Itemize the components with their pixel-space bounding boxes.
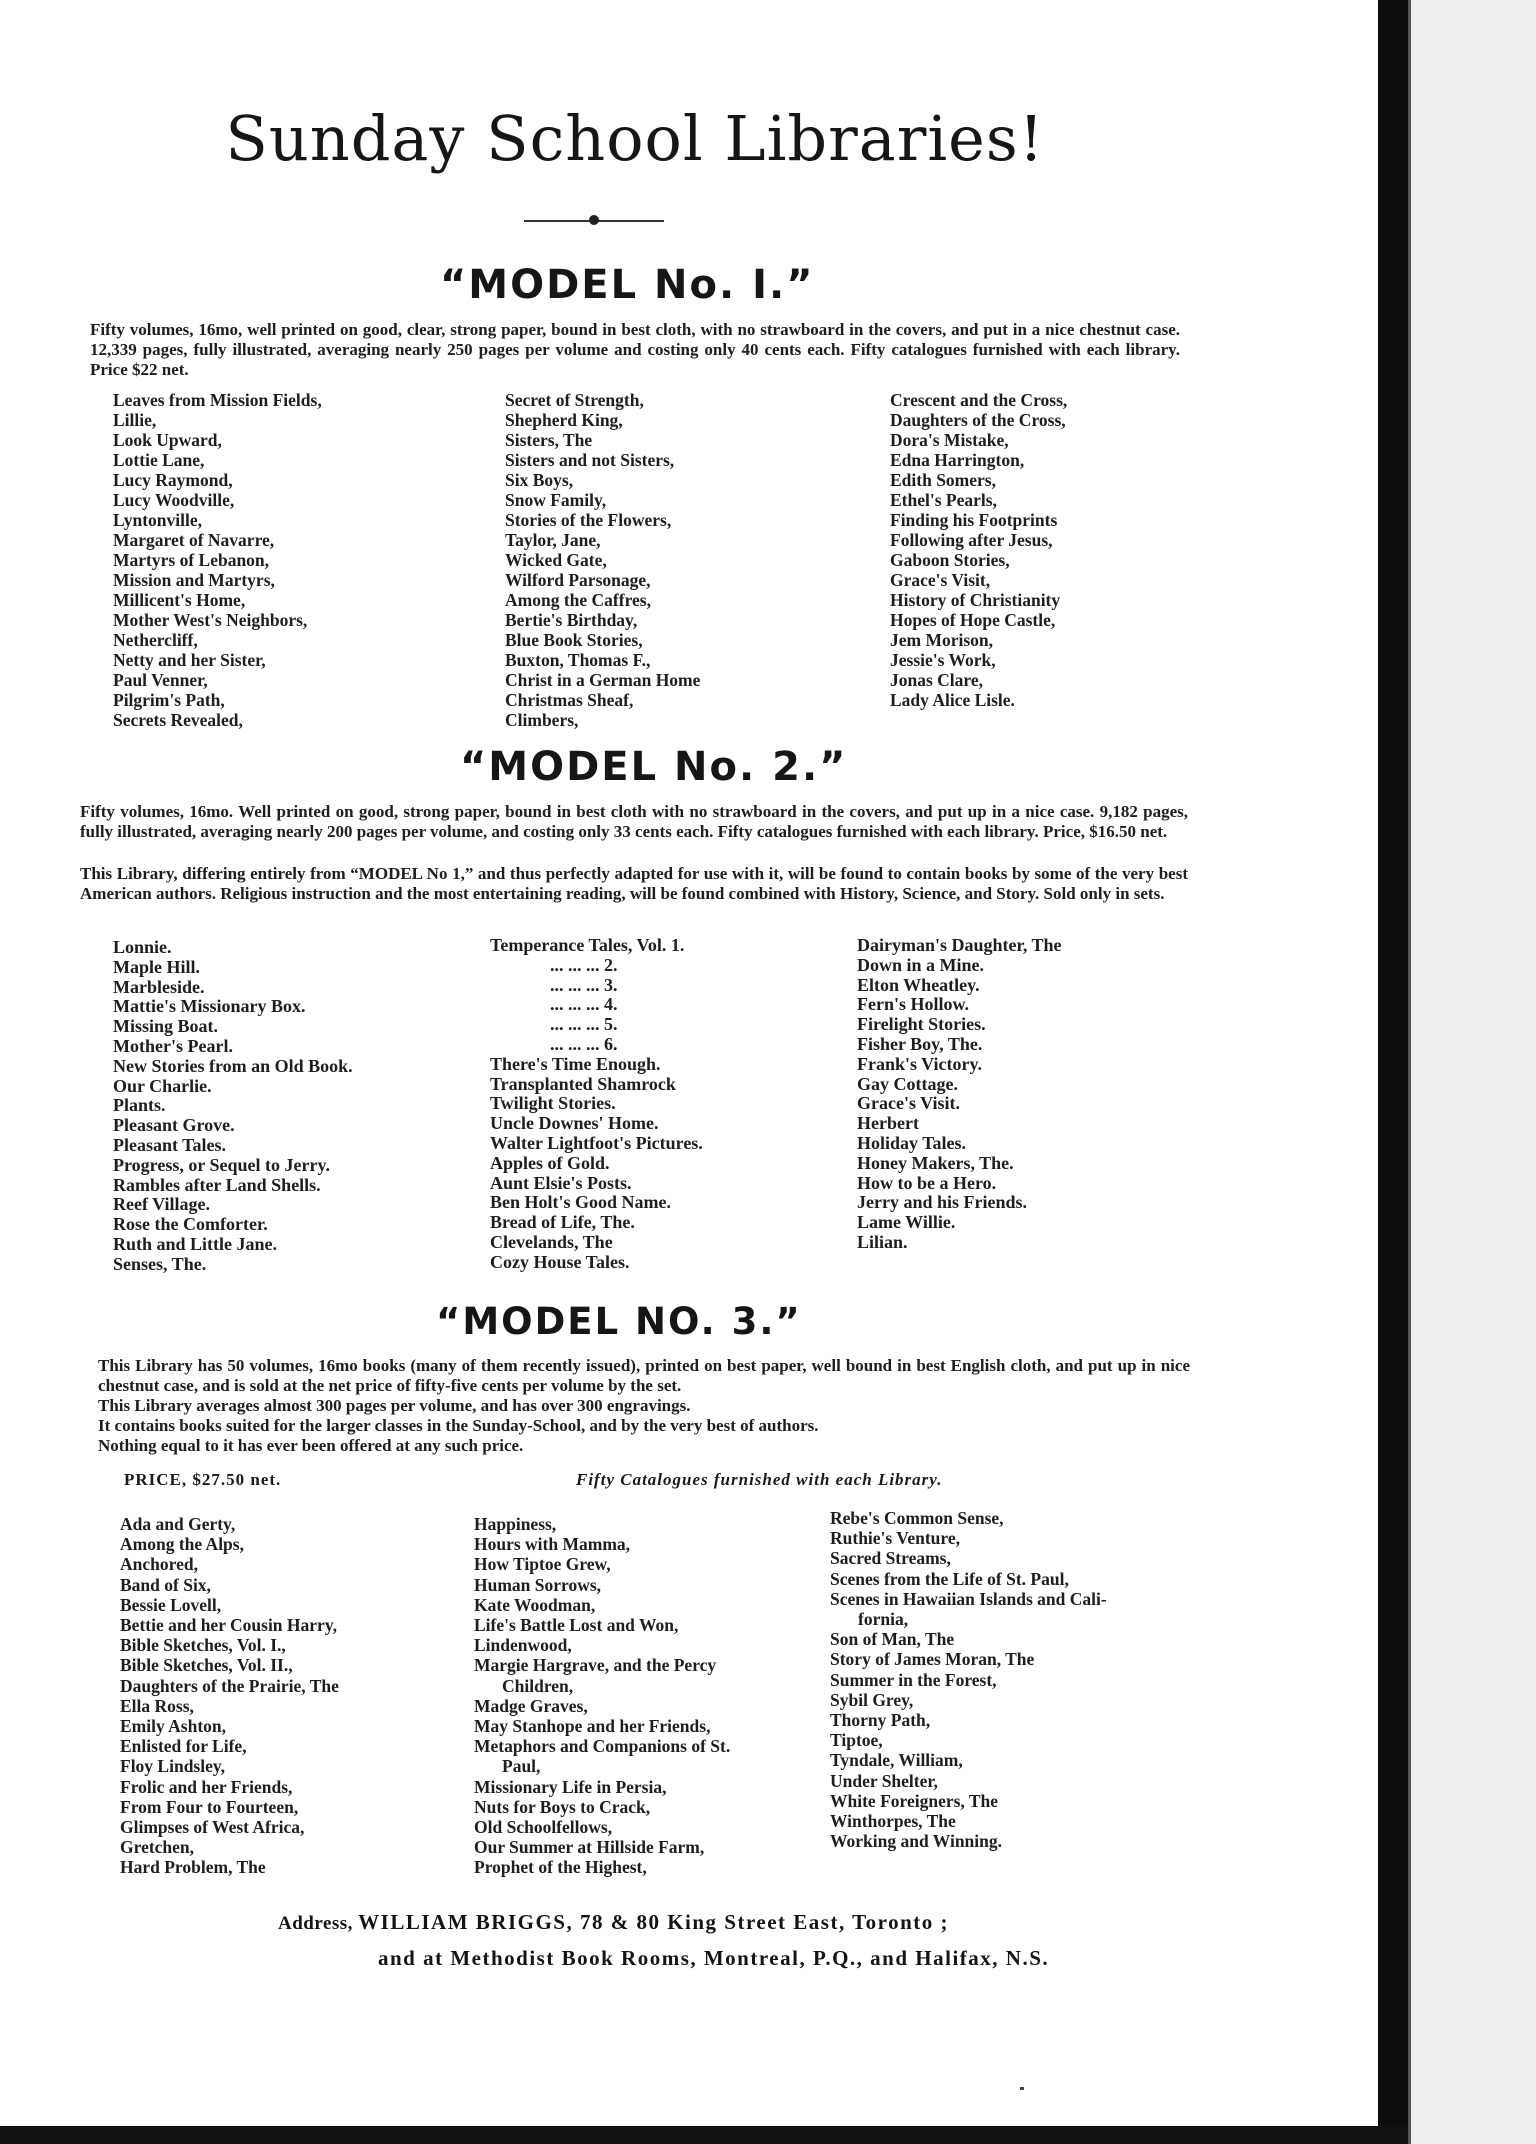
book-title: Taylor, Jane, [505, 530, 601, 550]
book-title: Lyntonville, [113, 510, 202, 530]
model-2-list-col3 [857, 936, 1062, 1253]
book-title: Grace's Visit, [890, 570, 991, 590]
book-title: Wicked Gate, [505, 550, 607, 570]
book-title: Look Upward, [113, 430, 222, 450]
book-title: Following after Jesus, [890, 530, 1053, 550]
book-title: Mother West's Neighbors, [113, 610, 308, 630]
book-title: Crescent and the Cross, [890, 390, 1068, 410]
book-title: Among the Alps, [120, 1534, 244, 1555]
book-title: Prophet of the Highest, [474, 1857, 647, 1878]
book-title: Sybil Grey, [830, 1689, 914, 1710]
book-title: Hard Problem, The [120, 1857, 266, 1878]
book-title: Anchored, [120, 1554, 198, 1575]
book-title: Senses, The. [113, 1253, 207, 1274]
page-title: Sunday School Libraries! [225, 102, 1045, 175]
book-title: Lindenwood, [474, 1635, 572, 1656]
book-title: ... ... ... 6. [550, 1033, 618, 1054]
model-2-description-2: This Library, differing entirely from “MODEL No 1,” and thus perfectly adapted for use with it, will be found to contain books by some of the very best American authors. Religious instruction and the most entertaining reading, will be found combined with History, Science, and Story. Sold only in sets. [80, 864, 1188, 903]
book-title: Dairyman's Daughter, The [857, 935, 1062, 955]
book-title: Lucy Woodville, [113, 490, 235, 510]
book-title: Ethel's Pearls, [890, 490, 997, 510]
book-title: Life's Battle Lost and Won, [474, 1615, 679, 1636]
model-3-list-col2 [474, 1514, 730, 1878]
book-title: Hours with Mamma, [474, 1534, 631, 1555]
page-edge-bottom [0, 2126, 1408, 2144]
book-title: Aunt Elsie's Posts. [490, 1172, 632, 1193]
book-title: From Four to Fourteen, [120, 1796, 299, 1817]
book-title: Under Shelter, [830, 1770, 938, 1791]
book-title: Finding his Footprints [890, 510, 1058, 530]
book-title: Emily Ashton, [120, 1716, 226, 1737]
book-title: Our Charlie. [113, 1075, 212, 1096]
book-title: Millicent's Home, [113, 590, 246, 610]
book-title: Lonnie. [113, 937, 172, 957]
book-title: Ada and Gerty, [120, 1514, 236, 1534]
book-edge [1408, 0, 1536, 2144]
book-title: Winthorpes, The [830, 1811, 956, 1832]
book-title: ... ... ... 2. [550, 954, 618, 975]
model-3-list-col1 [120, 1514, 339, 1878]
model-1-list-col2 [505, 390, 700, 730]
book-title: Cozy House Tales. [490, 1251, 630, 1272]
book-title: Rambles after Land Shells. [113, 1174, 321, 1195]
book-title: Edna Harrington, [890, 450, 1025, 470]
address-branches: and at Methodist Book Rooms, Montreal, P.Q., and Halifax, N.S. [378, 1946, 1050, 1970]
book-title: Mattie's Missionary Box. [113, 996, 306, 1017]
book-title: Paul Venner, [113, 670, 208, 690]
model-3-price: PRICE, $27.50 net. [124, 1470, 282, 1489]
book-title: Martyrs of Lebanon, [113, 550, 270, 570]
book-title: Edith Somers, [890, 470, 996, 490]
book-title: How to be a Hero. [857, 1172, 997, 1193]
model-3-line-3: It contains books suited for the larger classes in the Sunday-School, and by the very best of authors. [98, 1416, 819, 1435]
book-title: Shepherd King, [505, 410, 623, 430]
book-title: Bible Sketches, Vol. I., [120, 1635, 286, 1656]
book-title: Netty and her Sister, [113, 650, 266, 670]
address-publisher: WILLIAM BRIGGS, 78 & 80 King Street East, Toronto ; [358, 1910, 950, 1934]
book-title: Scenes in Hawaiian Islands and Cali- [830, 1588, 1107, 1609]
book-title: Buxton, Thomas F., [505, 650, 651, 670]
model-2-list-col1 [113, 938, 353, 1275]
model-3-list-col3 [830, 1508, 1107, 1851]
book-title: Working and Winning. [830, 1831, 1003, 1852]
book-title: Story of James Moran, The [830, 1649, 1035, 1670]
model-3-heading: “MODEL NO. 3.” [436, 1300, 802, 1343]
book-title: Reef Village. [113, 1194, 210, 1215]
print-mark [1020, 2087, 1024, 2090]
book-title: Elton Wheatley. [857, 974, 980, 995]
book-title: Thorny Path, [830, 1710, 931, 1731]
book-title: Human Sorrows, [474, 1574, 602, 1595]
book-title: Stories of the Flowers, [505, 510, 672, 530]
book-title: Snow Family, [505, 490, 607, 510]
book-title: Secret of Strength, [505, 390, 644, 410]
book-title: Frank's Victory. [857, 1053, 982, 1074]
model-1-list-col3 [890, 390, 1067, 710]
book-title: Temperance Tales, Vol. 1. [490, 935, 685, 955]
book-title: Holiday Tales. [857, 1132, 967, 1153]
book-title: Ruth and Little Jane. [113, 1233, 278, 1254]
book-title: Paul, [502, 1756, 541, 1777]
book-title: Bertie's Birthday, [505, 610, 638, 630]
book-title: Lottie Lane, [113, 450, 205, 470]
book-title: Mother's Pearl. [113, 1035, 233, 1056]
book-title: Fisher Boy, The. [857, 1033, 983, 1054]
book-title: Six Boys, [505, 470, 574, 490]
book-title: Christ in a German Home [505, 670, 701, 690]
book-title: Margie Hargrave, and the Percy [474, 1655, 717, 1676]
book-title: Uncle Downes' Home. [490, 1113, 659, 1134]
model-2-heading: “MODEL No. 2.” [460, 744, 848, 790]
book-title: Nethercliff, [113, 630, 198, 650]
address-line-2 [378, 1946, 1049, 1971]
book-title: Bread of Life, The. [490, 1212, 635, 1233]
book-title: Ben Holt's Good Name. [490, 1192, 672, 1213]
book-title: Leaves from Mission Fields, [113, 390, 322, 410]
book-title: Pleasant Tales. [113, 1134, 227, 1155]
book-title: ... ... ... 4. [550, 994, 618, 1015]
model-3-line-1: This Library has 50 volumes, 16mo books (many of them recently issued), printed on best paper, well bound in best English cloth, and put up in nice chestnut case, and is sold at the net price of fifty-five cents per volume by the set. [98, 1356, 1190, 1395]
book-title: Daughters of the Cross, [890, 410, 1066, 430]
book-title: White Foreigners, The [830, 1790, 999, 1811]
book-title: Glimpses of West Africa, [120, 1817, 305, 1838]
book-title: Rose the Comforter. [113, 1214, 268, 1235]
book-title: Ella Ross, [120, 1695, 194, 1716]
book-title: Wilford Parsonage, [505, 570, 651, 590]
book-title: Twilight Stories. [490, 1093, 616, 1114]
book-title: Jessie's Work, [890, 650, 996, 670]
book-title: Gaboon Stories, [890, 550, 1010, 570]
divider-ornament [589, 215, 599, 225]
book-title: Jem Morison, [890, 630, 994, 650]
book-title: History of Christianity [890, 590, 1061, 610]
book-title: Lucy Raymond, [113, 470, 233, 490]
book-title: Band of Six, [120, 1574, 211, 1595]
book-title: Marbleside. [113, 976, 205, 997]
model-1-description: Fifty volumes, 16mo, well printed on good, clear, strong paper, bound in best cloth, with no strawboard in the covers, and put in a nice chestnut case. 12,339 pages, fully illustrated, averaging nearly 250 pages per volume and costing only 40 cents each. Fifty catalogues furnished with each library. Price $22 net. [90, 320, 1180, 379]
book-title: Firelight Stories. [857, 1014, 986, 1035]
book-title: Lillie, [113, 410, 157, 430]
book-title: New Stories from an Old Book. [113, 1055, 353, 1076]
book-title: Grace's Visit. [857, 1093, 960, 1114]
book-title: Missionary Life in Persia, [474, 1776, 667, 1797]
book-title: Fern's Hollow. [857, 994, 969, 1015]
book-title: Metaphors and Companions of St. [474, 1736, 731, 1757]
model-3-line-2: This Library averages almost 300 pages per volume, and has over 300 engravings. [98, 1396, 691, 1415]
book-title: Rebe's Common Sense, [830, 1508, 1004, 1528]
book-title: Christmas Sheaf, [505, 690, 634, 710]
book-title: Sisters and not Sisters, [505, 450, 675, 470]
book-title: Ruthie's Venture, [830, 1528, 960, 1549]
book-title: Sisters, The [505, 430, 593, 450]
book-title: Walter Lightfoot's Pictures. [490, 1132, 703, 1153]
book-title: Hopes of Hope Castle, [890, 610, 1056, 630]
book-title: Missing Boat. [113, 1016, 219, 1037]
book-title: Progress, or Sequel to Jerry. [113, 1154, 330, 1175]
model-1-list-col1 [113, 390, 322, 730]
book-title: Pilgrim's Path, [113, 690, 225, 710]
book-title: Our Summer at Hillside Farm, [474, 1837, 705, 1858]
book-title: fornia, [858, 1609, 909, 1630]
book-title: Herbert [857, 1113, 919, 1134]
book-title: Summer in the Forest, [830, 1669, 997, 1690]
book-title: How Tiptoe Grew, [474, 1554, 611, 1575]
book-title: Sacred Streams, [830, 1548, 951, 1569]
book-title: Tyndale, William, [830, 1750, 963, 1771]
book-title: Apples of Gold. [490, 1152, 610, 1173]
book-title: Margaret of Navarre, [113, 530, 275, 550]
book-title: Floy Lindsley, [120, 1756, 226, 1777]
book-title: Lame Willie. [857, 1212, 956, 1233]
model-2-description: Fifty volumes, 16mo. Well printed on good, strong paper, bound in best cloth with no strawboard in the covers, and put up in a nice case. 9,182 pages, fully illustrated, averaging nearly 200 pages per volume, and costing only 33 cents each. Fifty catalogues furnished with each library. Price, $16.50 net. [80, 802, 1188, 841]
model-3-line-4: Nothing equal to it has ever been offered at any such price. [98, 1436, 524, 1455]
book-title: Bible Sketches, Vol. II., [120, 1655, 293, 1676]
book-title: Secrets Revealed, [113, 710, 243, 730]
book-title: Gretchen, [120, 1837, 195, 1858]
book-title: Mission and Martyrs, [113, 570, 275, 590]
book-title: Daughters of the Prairie, The [120, 1675, 339, 1696]
book-title: Lilian. [857, 1231, 908, 1252]
book-title: Blue Book Stories, [505, 630, 643, 650]
book-title: ... ... ... 3. [550, 974, 618, 995]
book-title: There's Time Enough. [490, 1053, 661, 1074]
address-label: Address, [278, 1913, 353, 1934]
page-edge-dark [1378, 0, 1408, 2144]
book-title: Jerry and his Friends. [857, 1192, 1028, 1213]
book-title: Madge Graves, [474, 1695, 588, 1716]
book-title: Bessie Lovell, [120, 1594, 222, 1615]
model-2-list-col2 [490, 936, 703, 1273]
book-title: Plants. [113, 1095, 166, 1116]
book-title: May Stanhope and her Friends, [474, 1716, 711, 1737]
book-title: Dora's Mistake, [890, 430, 1009, 450]
book-title: Children, [502, 1675, 574, 1696]
book-title: Among the Caffres, [505, 590, 651, 610]
book-title: Old Schoolfellows, [474, 1817, 613, 1838]
book-title: Nuts for Boys to Crack, [474, 1796, 651, 1817]
model-1-heading: “MODEL No. I.” [440, 262, 815, 308]
model-3-catalogues: Fifty Catalogues furnished with each Library. [576, 1470, 943, 1489]
book-title: Jonas Clare, [890, 670, 984, 690]
book-title: Happiness, [474, 1514, 557, 1534]
book-title: Down in a Mine. [857, 954, 985, 975]
address-line-1 [278, 1910, 949, 1935]
book-title: Maple Hill. [113, 956, 200, 977]
book-title: Clevelands, The [490, 1231, 613, 1252]
book-title: Tiptoe, [830, 1730, 883, 1751]
book-title: Frolic and her Friends, [120, 1776, 293, 1797]
book-title: Gay Cottage. [857, 1073, 958, 1094]
book-title: Lady Alice Lisle. [890, 690, 1015, 710]
book-title: Honey Makers, The. [857, 1152, 1014, 1173]
book-title: Transplanted Shamrock [490, 1073, 676, 1094]
book-title: Climbers, [505, 710, 579, 730]
book-title: Pleasant Grove. [113, 1115, 235, 1136]
book-title: Scenes from the Life of St. Paul, [830, 1568, 1069, 1589]
book-title: Kate Woodman, [474, 1594, 596, 1615]
book-title: Enlisted for Life, [120, 1736, 247, 1757]
book-title: ... ... ... 5. [550, 1014, 618, 1035]
book-title: Son of Man, The [830, 1629, 955, 1650]
book-title: Bettie and her Cousin Harry, [120, 1615, 337, 1636]
